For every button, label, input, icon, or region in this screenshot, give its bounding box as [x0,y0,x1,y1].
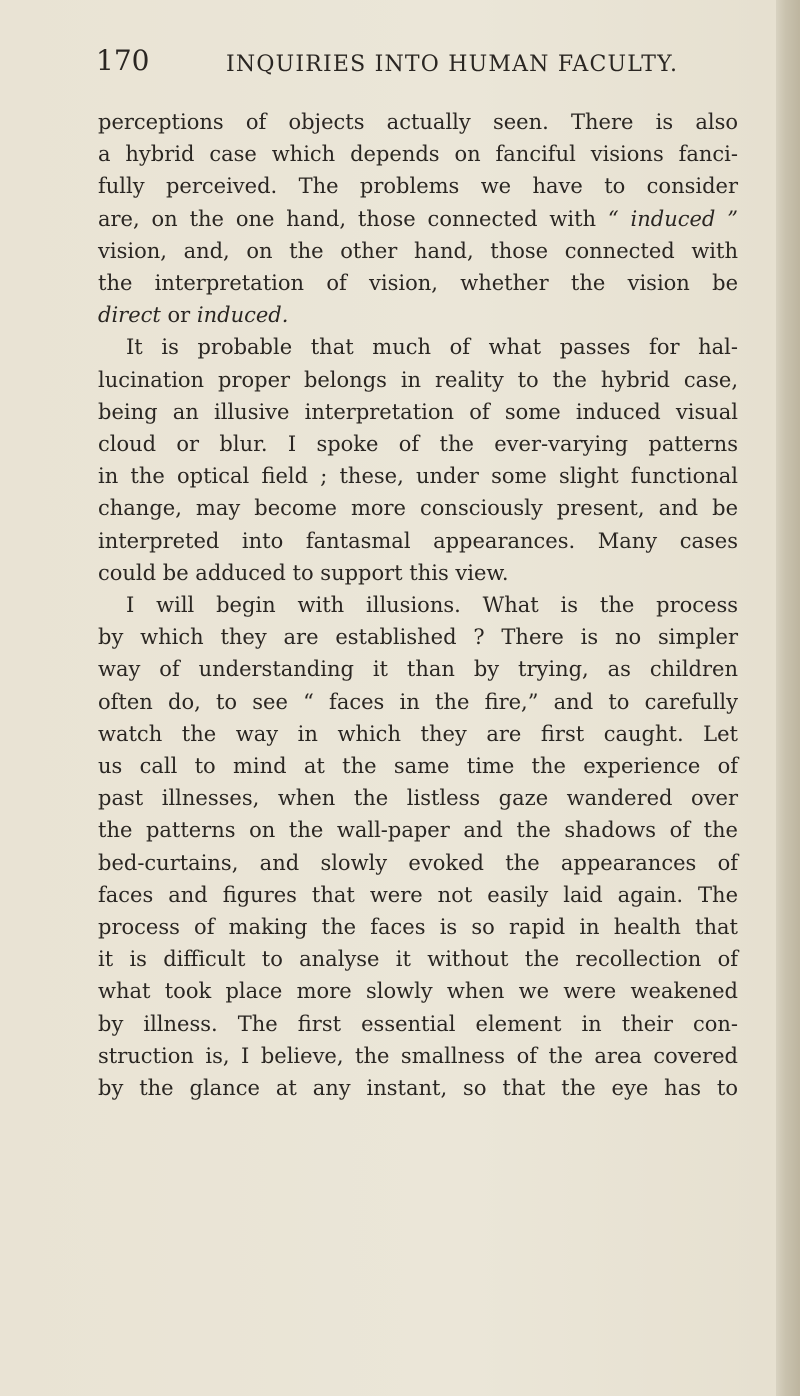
text-line: bed-curtains, and slowly evoked the appearances of [98,850,738,875]
text-line: often do, to see “ faces in the fire,” and to carefully [98,689,738,714]
text-line: in the optical field ; these, under some slight functional [98,464,738,489]
text-segment: are, on the one hand, those connected with [98,206,597,231]
text-line: a hybrid case which depends on fanciful visions fanci- [98,142,738,167]
body-text [98,106,738,1104]
text-line: could be adduced to support this view. [98,560,509,585]
text-line: watch the way in which they are first caught. Let [98,721,738,746]
text-line: faces and figures that were not easily laid again. The [98,882,738,907]
text-line [98,299,738,331]
text-line: struction is, I believe, the smallness of the area covered [98,1043,738,1068]
text-line: the interpretation of vision, whether the vision be [98,271,738,296]
text-segment: or [167,303,191,328]
paragraph-first-line: It is probable that much of what passes for hal- [126,335,738,360]
text-line: by illness. The first essential element in their con- [98,1011,738,1036]
text-line: fully perceived. The problems we have to consider [98,174,738,199]
text-line: lucination proper belongs in reality to the hybrid case, [98,367,738,392]
text-line: by the glance at any instant, so that the eye has to [98,1076,738,1101]
text-line: cloud or blur. I spoke of the ever-varying patterns [98,432,738,457]
page-number: 170 [96,44,150,77]
page-edge [776,0,800,1396]
text-line: us call to mind at the same time the experience of [98,754,738,779]
italic-term: direct [98,303,161,328]
text-line: way of understanding it than by trying, as children [98,657,738,682]
text-line: it is difficult to analyse it without the recollection of [98,947,738,972]
text-line: the patterns on the wall-paper and the shadows of the [98,818,738,843]
italic-term: induced. [196,303,289,328]
text-line: process of making the faces is so rapid in health that [98,915,738,940]
text-line: interpreted into fantasmal appearances. Many cases [98,528,738,553]
paragraph-first-line: I will begin with illusions. What is the process [126,593,738,618]
running-title: INQUIRIES INTO HUMAN FACULTY. [226,52,679,77]
text-line: vision, and, on the other hand, those connected with [98,238,738,263]
text-line: being an illusive interpretation of some induced visual [98,399,738,424]
text-line [98,203,738,235]
text-line: perceptions of objects actually seen. There is also [98,110,738,134]
italic-term: “ induced ” [607,206,738,231]
text-line: change, may become more consciously present, and be [98,496,738,521]
text-line: past illnesses, when the listless gaze wandered over [98,786,738,811]
text-line: what took place more slowly when we were weakened [98,979,738,1004]
text-line: by which they are established ? There is no simpler [98,625,738,650]
